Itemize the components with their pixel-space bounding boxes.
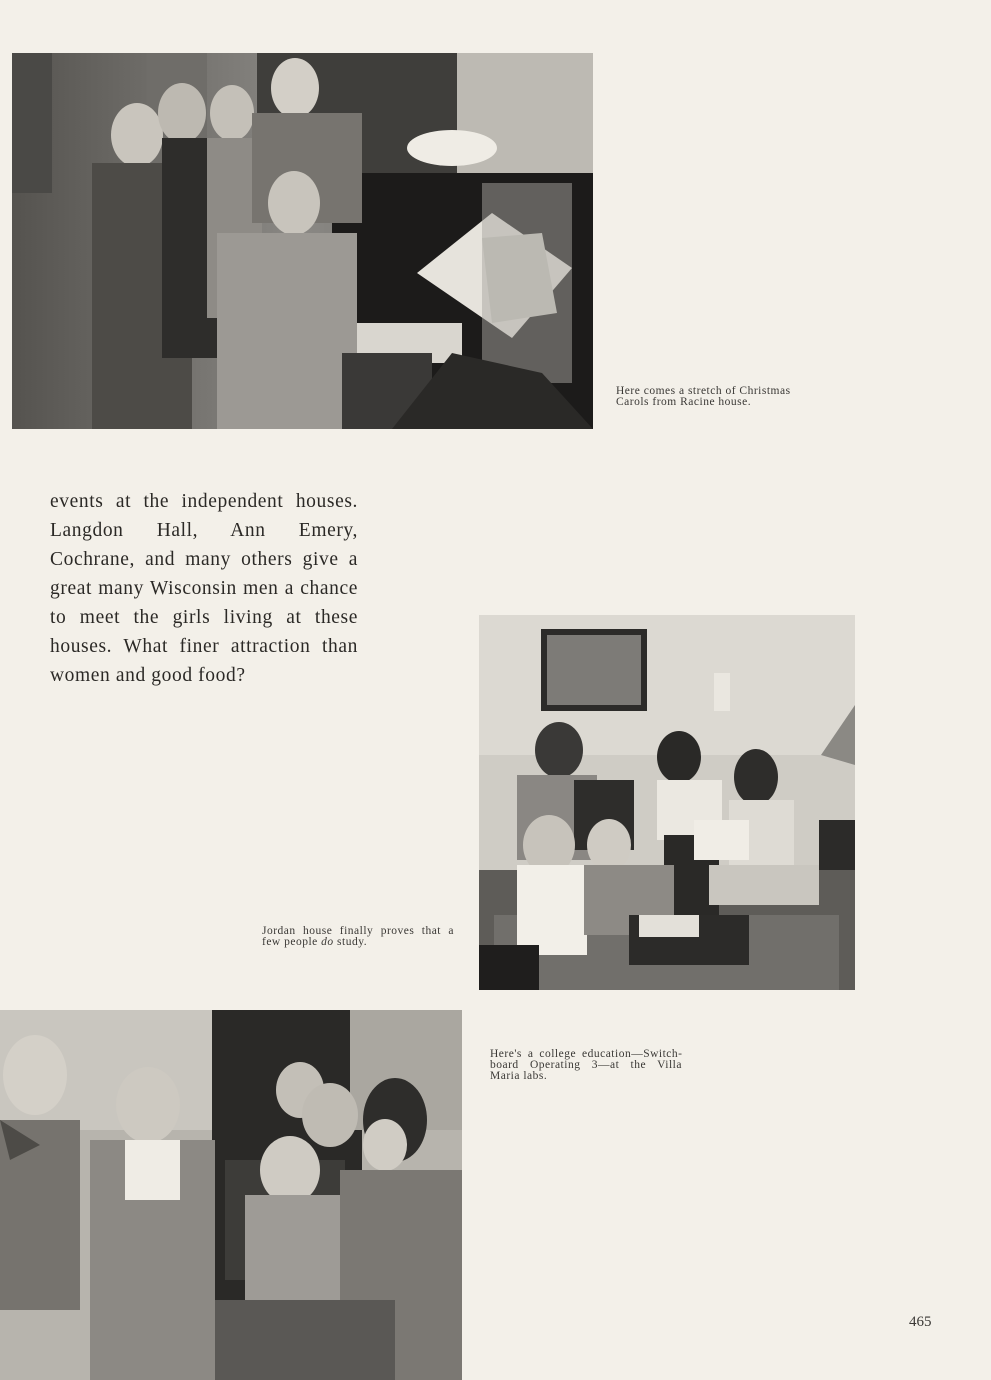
men-singing-at-piano-image bbox=[12, 53, 593, 429]
jordan-photo bbox=[479, 615, 855, 990]
jordan-caption bbox=[262, 926, 454, 948]
jordan-caption-end: study. bbox=[333, 936, 368, 948]
jordan-caption-emphasis: do bbox=[321, 936, 334, 948]
carols-caption-line1: Here comes a stretch of Christmas bbox=[616, 385, 791, 397]
carols-photo bbox=[12, 53, 593, 429]
switchboard-photo bbox=[0, 1010, 462, 1380]
women-studying-on-sofa-image bbox=[479, 615, 855, 990]
page-number: 465 bbox=[909, 1314, 932, 1330]
women-at-switchboard-image bbox=[0, 1010, 462, 1380]
carols-caption bbox=[616, 386, 826, 408]
switchboard-caption: Here's a college education—Switchboard Operating 3—at the Villa Maria labs. bbox=[490, 1048, 682, 1082]
jordan-caption-text: Jordan house finally proves that a few people bbox=[262, 925, 454, 948]
body-paragraph: events at the independent houses. Langdon Hall, Ann Emery, Cochrane, and many others give a great many Wisconsin men a chance to meet the girls living at these houses. What finer attraction than women and good food? bbox=[50, 491, 358, 686]
carols-caption-line2: Carols from Racine house. bbox=[616, 396, 752, 408]
